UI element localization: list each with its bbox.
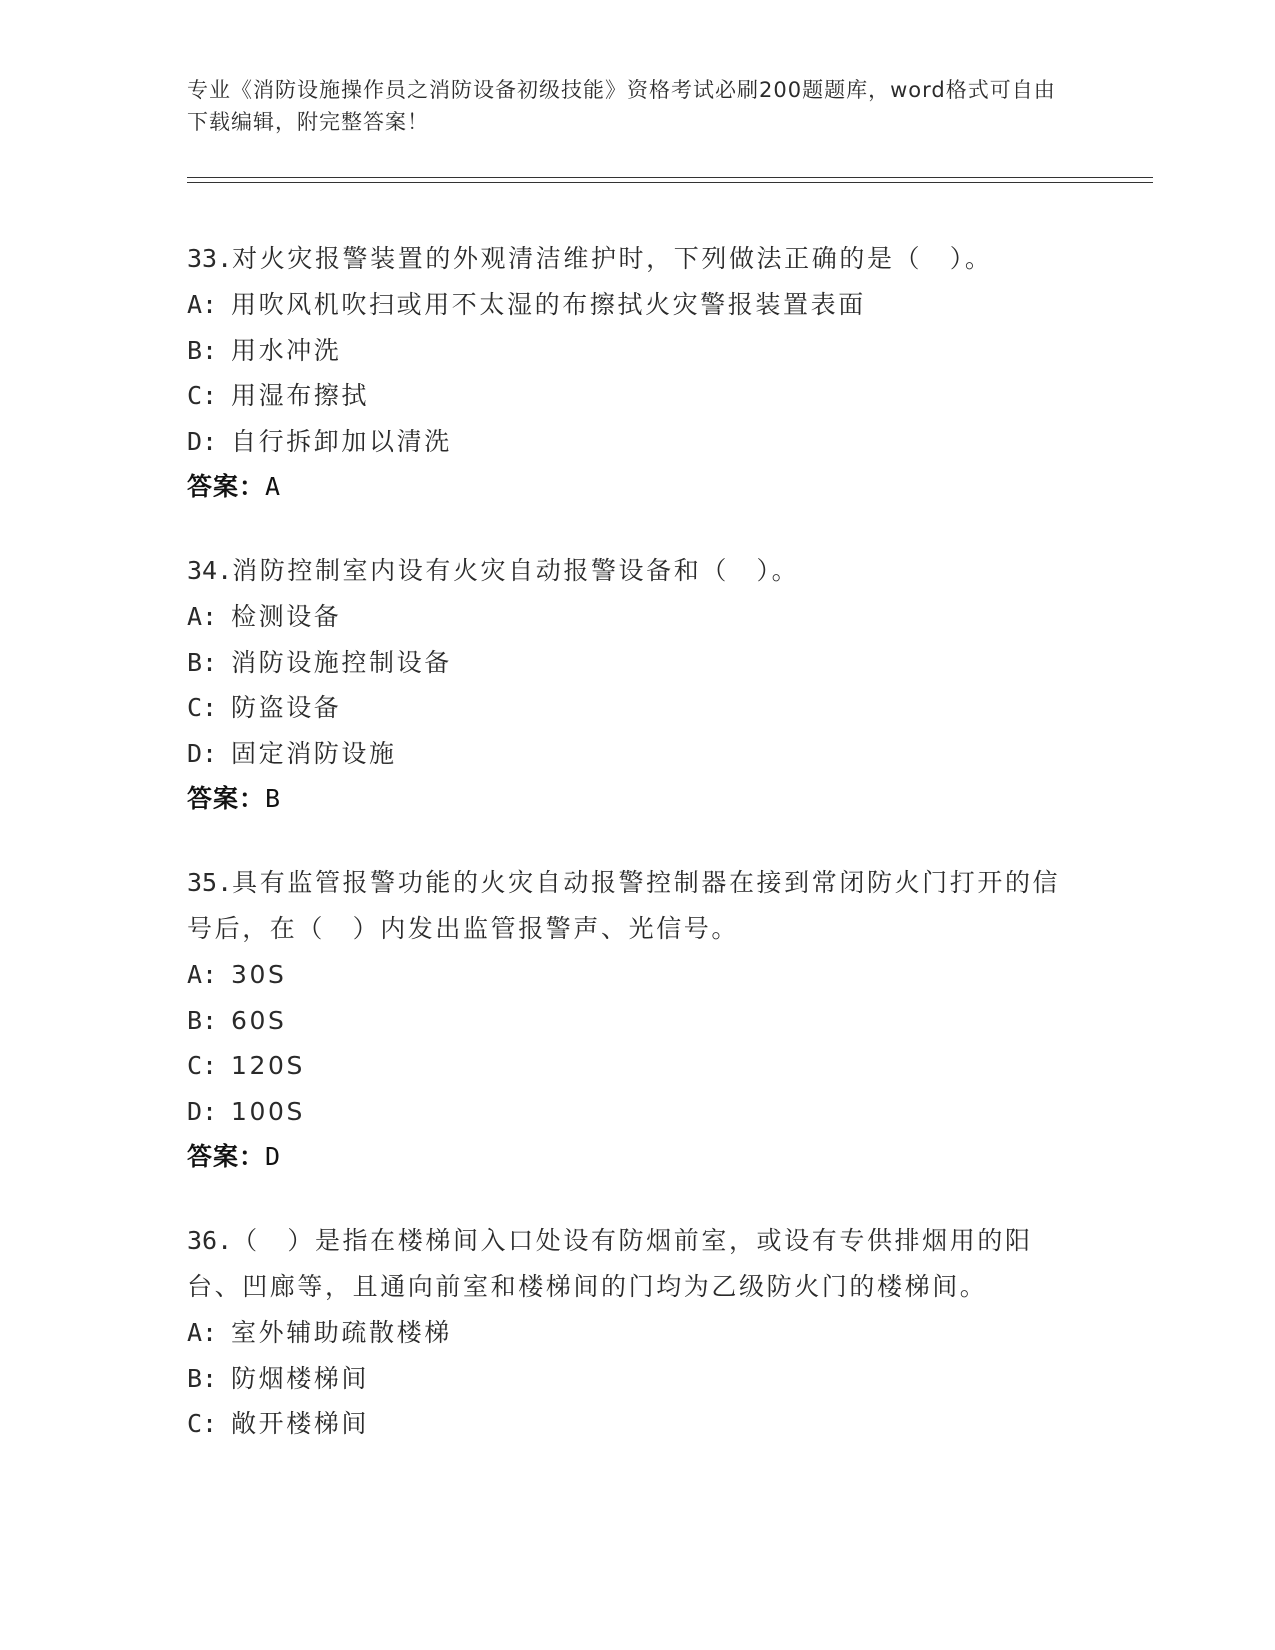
option-c — [187, 685, 1077, 731]
option-text: 固定消防设施 — [231, 738, 397, 768]
option-text: 自行拆卸加以清洗 — [231, 426, 452, 456]
option-c — [187, 373, 1077, 419]
option-letter: B: — [187, 1005, 218, 1035]
option-text: 120S — [231, 1051, 305, 1080]
option-letter: D: — [187, 738, 218, 768]
option-text: 防盗设备 — [231, 693, 342, 722]
option-b — [187, 1356, 1077, 1402]
header-divider-top — [187, 177, 1153, 178]
option-letter: B: — [187, 1363, 218, 1393]
option-text: 100S — [231, 1096, 305, 1126]
question-text: 对火灾报警装置的外观清洁维护时，下列做法正确的是（ ）。 — [232, 244, 993, 273]
option-b — [187, 998, 1077, 1044]
question-text: （ ）是指在楼梯间入口处设有防烟前室，或设有专供排烟用的阳台、凹廊等，且通向前室和楼梯间的门均为乙级防火门的楼梯间。 — [187, 1226, 1033, 1301]
option-letter: C: — [187, 381, 218, 410]
question-list — [187, 236, 1077, 1485]
question-number: 35. — [187, 868, 233, 897]
option-letter: A: — [187, 602, 218, 631]
option-letter: B: — [187, 335, 218, 365]
answer-line — [187, 776, 1077, 822]
option-text: 用水冲洗 — [231, 335, 342, 365]
question-number: 36. — [187, 1226, 233, 1255]
answer-label: 答案： — [187, 1142, 266, 1171]
option-text: 30S — [231, 960, 287, 989]
option-b — [187, 640, 1077, 686]
option-letter: C: — [187, 693, 218, 722]
answer-line — [187, 1134, 1077, 1180]
question-item — [187, 236, 1077, 510]
option-a — [187, 594, 1077, 640]
option-letter: A: — [187, 290, 218, 319]
option-text: 60S — [231, 1005, 287, 1035]
header-divider-bottom — [187, 182, 1153, 183]
answer-value: A — [265, 472, 282, 501]
option-d — [187, 1089, 1077, 1135]
question-item — [187, 1218, 1077, 1447]
option-b — [187, 328, 1077, 374]
question-item — [187, 548, 1077, 822]
document-header: 专业《消防设施操作员之消防设备初级技能》资格考试必刷200题题库，word格式可自由下载编辑，附完整答案！ — [187, 78, 1056, 134]
question-stem — [187, 1218, 1077, 1310]
option-text: 室外辅助疏散楼梯 — [231, 1318, 452, 1347]
option-c — [187, 1043, 1077, 1089]
option-a — [187, 1310, 1077, 1356]
option-text: 消防设施控制设备 — [231, 647, 452, 677]
option-letter: D: — [187, 426, 218, 456]
option-text: 用吹风机吹扫或用不太湿的布擦拭火灾警报装置表面 — [231, 290, 866, 319]
answer-label: 答案： — [187, 472, 266, 501]
option-letter: D: — [187, 1096, 218, 1126]
option-c — [187, 1401, 1077, 1447]
question-number: 34. — [187, 556, 233, 585]
question-stem — [187, 236, 1077, 282]
option-letter: B: — [187, 647, 218, 677]
question-text: 具有监管报警功能的火灾自动报警控制器在接到常闭防火门打开的信号后，在（ ）内发出监管报警声、光信号。 — [187, 868, 1061, 943]
answer-label: 答案： — [187, 784, 266, 813]
option-letter: A: — [187, 960, 218, 989]
question-item — [187, 860, 1077, 1180]
option-text: 防烟楼梯间 — [231, 1363, 370, 1393]
option-letter: C: — [187, 1409, 218, 1438]
question-stem — [187, 860, 1077, 952]
option-d — [187, 731, 1077, 777]
answer-value: B — [265, 784, 282, 813]
option-letter: A: — [187, 1318, 218, 1347]
option-a — [187, 952, 1077, 998]
answer-line — [187, 464, 1077, 510]
option-text: 敞开楼梯间 — [231, 1409, 370, 1438]
answer-value: D — [265, 1142, 282, 1171]
question-text: 消防控制室内设有火灾自动报警设备和（ ）。 — [232, 556, 800, 585]
option-text: 用湿布擦拭 — [231, 381, 370, 410]
option-letter: C: — [187, 1051, 218, 1080]
option-d — [187, 419, 1077, 465]
question-number: 33. — [187, 244, 233, 273]
option-a — [187, 282, 1077, 328]
question-stem — [187, 548, 1077, 594]
option-text: 检测设备 — [231, 602, 342, 631]
